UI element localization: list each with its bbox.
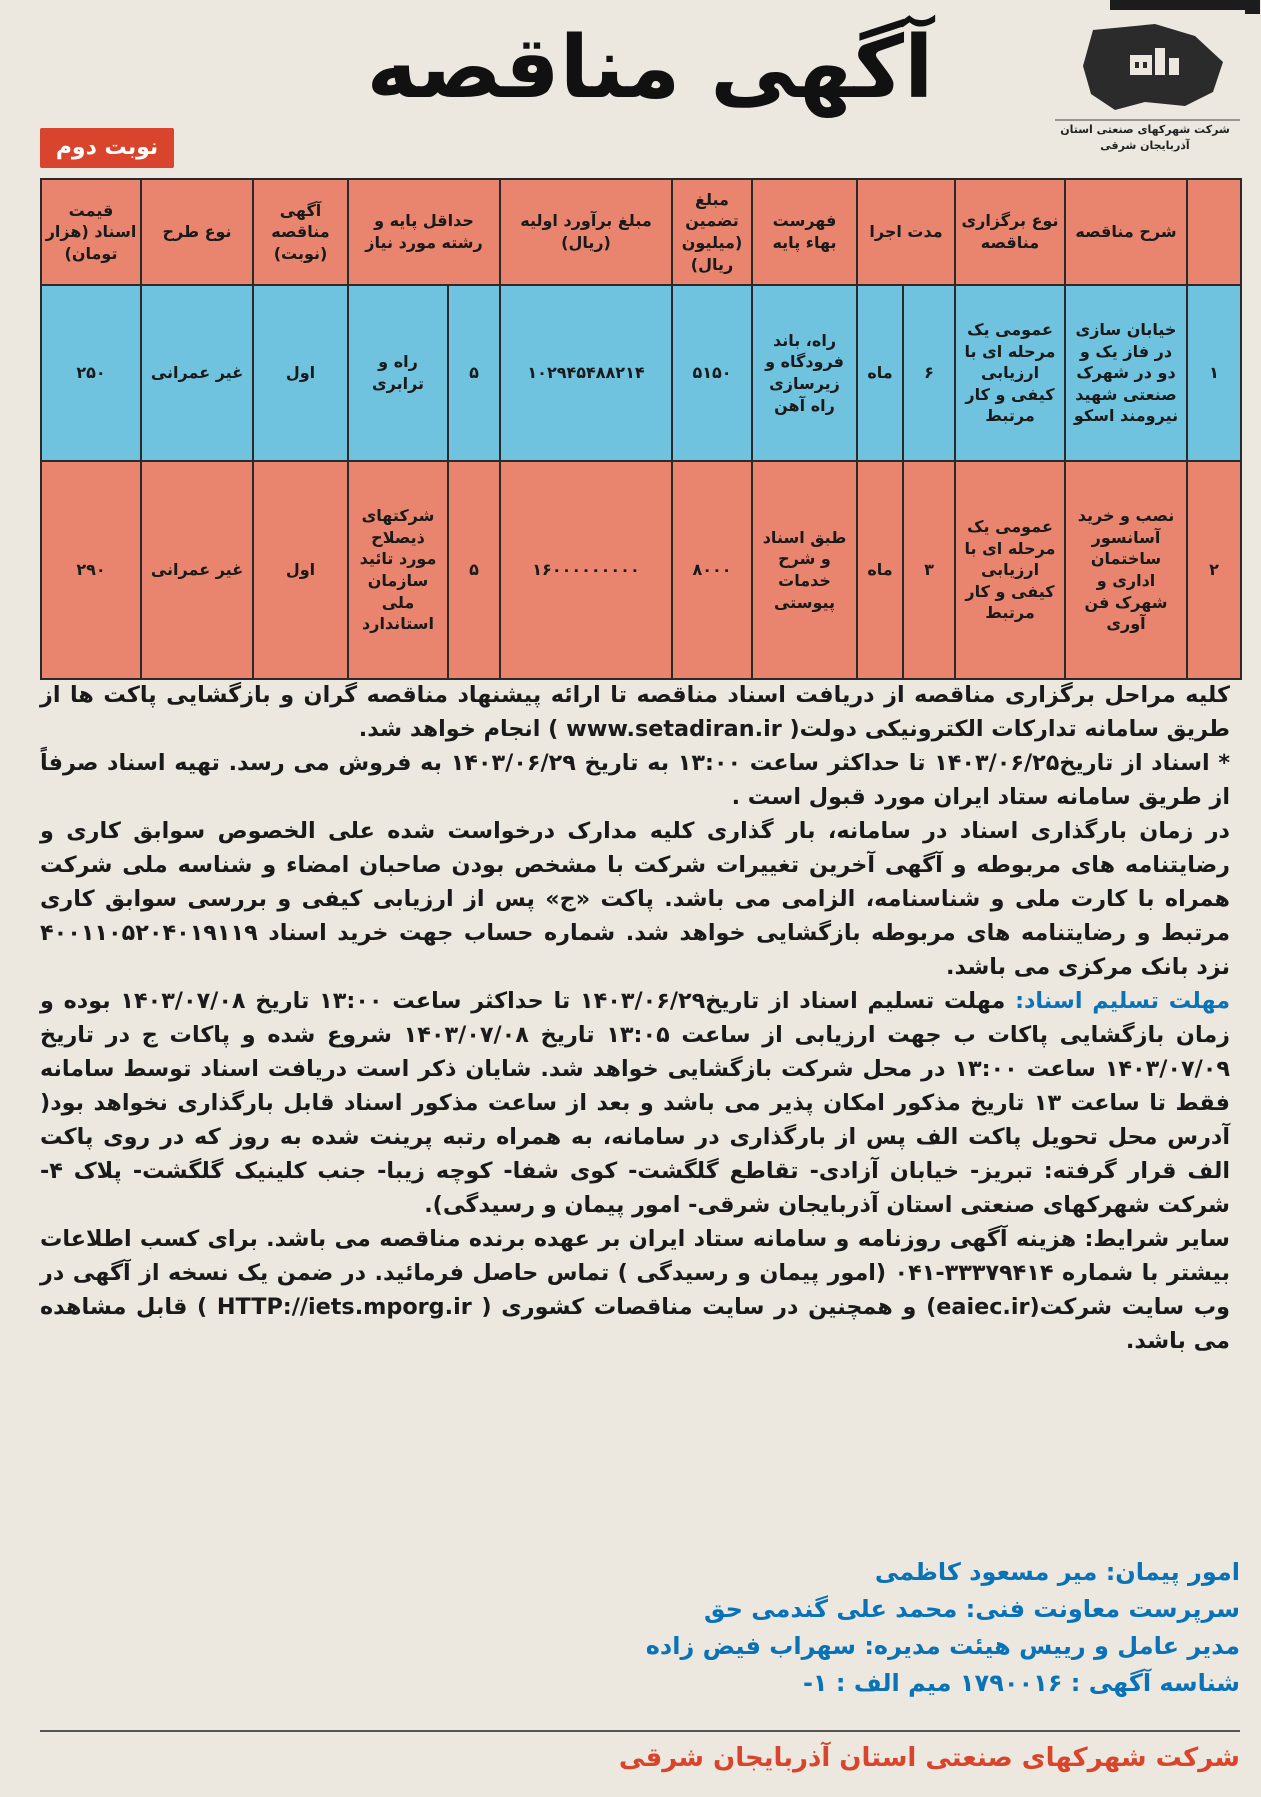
- signature-ceo: مدیر عامل و رییس هیئت مدیره: سهراب فیض زاده: [645, 1632, 1240, 1660]
- cell-doc-price: ۲۵۰: [41, 285, 141, 461]
- body-paragraph-procedure: کلیه مراحل برگزاری مناقصه از دریافت اسناد مناقصه تا ارائه پیشنهاد مناقصه گران و بازگشایی پاکت ها از طریق سامانه تدارکات الکترونیکی دولت( www.setadiran.ir ) انجام خواهد شد.: [40, 682, 1230, 742]
- notice-id: شناسه آگهی : ۱۷۹۰۰۱۶ میم الف : ۱-: [802, 1669, 1240, 1697]
- cell-grade-num: ۵: [448, 285, 500, 461]
- cell-notice-round: اول: [253, 461, 348, 679]
- round-badge: نوبت دوم: [40, 128, 174, 168]
- cell-guarantee: ۵۱۵۰: [672, 285, 752, 461]
- cell-no: ۲: [1187, 461, 1241, 679]
- body-paragraph-upload-requirements: در زمان بارگذاری اسناد در سامانه، بار گذاری کلیه مدارک درخواست شده علی الخصوص سوابق کاری و رضایتنامه های مربوطه و آگهی آخرین تغییرات شرکت با مشخص بودن صاحبان امضاء و شناسه ملی شرکت همراه با کارت ملی و شناسنامه، الزامی می باشد. پاکت «ج» پس از ارزیابی کیفی و بررسی سوابق کاری مرتبط و رضایتنامه های مربوطه بازگشایی خواهد شد. شماره حساب جهت خرید اسناد ۴۰۰۱۱۰۵۲۰۴۰۱۹۱۱۹ نزد بانک مرکزی می باشد.: [40, 818, 1230, 980]
- cell-grade-field: راه و ترابری: [348, 285, 448, 461]
- cell-duration-unit: ماه: [857, 285, 903, 461]
- company-logo: [1045, 10, 1245, 160]
- table-row: [41, 285, 1241, 461]
- table-row: [41, 461, 1241, 679]
- table-header-row: [41, 179, 1241, 285]
- col-header-grade: حداقل پایه و رشته مورد نیاز: [348, 179, 500, 285]
- signature-technical-deputy: سرپرست معاونت فنی: محمد علی گندمی حق: [703, 1595, 1240, 1623]
- cell-duration-num: ۶: [903, 285, 955, 461]
- col-header-no: [1187, 179, 1241, 285]
- col-header-duration: مدت اجرا: [857, 179, 955, 285]
- cell-plan-type: غیر عمرانی: [141, 285, 253, 461]
- cell-grade-field: شرکتهای ذیصلاح مورد تائید سازمان ملی استاندارد: [348, 461, 448, 679]
- cell-no: ۱: [1187, 285, 1241, 461]
- deadline-text: مهلت تسلیم اسناد از تاریخ۱۴۰۳/۰۶/۲۹ تا حداکثر ساعت ۱۳:۰۰ تاریخ ۱۴۰۳/۰۷/۰۸ بوده و زمان بازگشایی پاکات ب جهت ارزیابی از ساعت ۱۳:۰۵ تاریخ ۱۴۰۳/۰۷/۰۸ شروع شده و پاکات ج در تاریخ ۱۴۰۳/۰۷/۰۹ ساعت ۱۳:۰۰ در محل شرکت بازگشایی خواهد شد. شایان ذکر است دریافت اسناد توسط سامانه فقط تا ساعت ۱۳ تاریخ مذکور امکان پذیر می باشد و بعد از ساعت مذکور اسناد قابل بارگذاری نخواهد بود( آدرس محل تحویل پاکت الف پس از بارگذاری در سامانه، به همراه رتبه پرینت شده به روز که در روی پاکت الف قرار گرفته: تبریز- خیابان آزادی- تقاطع گلگشت- کوی شفا- کوچه زیبا- جنب کلینیک گلگشت- پلاک ۴- شرکت شهرکهای صنعتی استان آذربایجان شرقی- امور پیمان و رسیدگی).: [40, 988, 1230, 1218]
- col-header-doc-price: قیمت اسناد (هزار تومان): [41, 179, 141, 285]
- body-paragraph-deadline: [40, 984, 1230, 1222]
- footer-company-name: شرکت شهرکهای صنعتی استان آذربایجان شرقی: [618, 1743, 1240, 1773]
- cell-estimate: ۱۶۰۰۰۰۰۰۰۰۰: [500, 461, 672, 679]
- cell-notice-round: اول: [253, 285, 348, 461]
- cell-guarantee: ۸۰۰۰: [672, 461, 752, 679]
- footer-divider: [40, 1730, 1240, 1732]
- logo-caption: شرکت شهرکهای صنعتی استان آذربایجان شرقی: [1060, 123, 1230, 152]
- notice-body: [40, 678, 1230, 1358]
- col-header-guarantee: مبلغ تضمین (میلیون ریال): [672, 179, 752, 285]
- cell-desc: نصب و خرید آسانسور ساختمان اداری و شهرک فن آوری: [1065, 461, 1187, 679]
- cell-price-list: راه، باند فرودگاه و زیرسازی راه آهن: [752, 285, 857, 461]
- cell-doc-price: ۲۹۰: [41, 461, 141, 679]
- tender-table: [40, 178, 1242, 680]
- col-header-type: نوع برگزاری مناقصه: [955, 179, 1065, 285]
- col-header-desc: شرح مناقصه: [1065, 179, 1187, 285]
- cell-plan-type: غیر عمرانی: [141, 461, 253, 679]
- col-header-estimate: مبلغ برآورد اولیه (ریال): [500, 179, 672, 285]
- page-title: آگهی مناقصه: [366, 18, 934, 118]
- signature-contracts: امور پیمان: میر مسعود کاظمی: [874, 1558, 1240, 1586]
- cell-desc: خیابان سازی در فاز یک و دو در شهرک صنعتی شهید نیرومند اسکو: [1065, 285, 1187, 461]
- cell-duration-num: ۳: [903, 461, 955, 679]
- cell-grade-num: ۵: [448, 461, 500, 679]
- col-header-notice-round: آگهی مناقصه (نوبت): [253, 179, 348, 285]
- cell-estimate: ۱۰۲۹۴۵۴۸۸۲۱۴: [500, 285, 672, 461]
- cell-type: عمومی یک مرحله ای با ارزیابی کیفی و کار مرتبط: [955, 285, 1065, 461]
- deadline-label: مهلت تسلیم اسناد:: [1015, 988, 1230, 1014]
- body-paragraph-documents-sale: * اسناد از تاریخ۱۴۰۳/۰۶/۲۵ تا حداکثر ساعت ۱۳:۰۰ به تاریخ ۱۴۰۳/۰۶/۲۹ به فروش می رسد. تهیه اسناد صرفاً از طریق سامانه ستاد ایران مورد قبول است .: [40, 750, 1230, 810]
- cell-duration-unit: ماه: [857, 461, 903, 679]
- body-paragraph-other-terms: سایر شرایط: هزینه آگهی روزنامه و سامانه ستاد ایران بر عهده برنده مناقصه می باشد. برای کسب اطلاعات بیشتر با شماره ۳۳۳۷۹۴۱۴-۰۴۱ (امور پیمان و رسیدگی ) تماس حاصل فرمائید. در ضمن یک نسخه از آگهی در وب سایت شرکت(eaiec.ir) و همچنین در سایت مناقصات کشوری ( HTTP://iets.mporg.ir ) قابل مشاهده می باشد.: [40, 1226, 1231, 1354]
- cell-type: عمومی یک مرحله ای با ارزیابی کیفی و کار مرتبط: [955, 461, 1065, 679]
- col-header-plan-type: نوع طرح: [141, 179, 253, 285]
- col-header-price-list: فهرست بهاء پایه: [752, 179, 857, 285]
- cell-price-list: طبق اسناد و شرح خدمات پیوستی: [752, 461, 857, 679]
